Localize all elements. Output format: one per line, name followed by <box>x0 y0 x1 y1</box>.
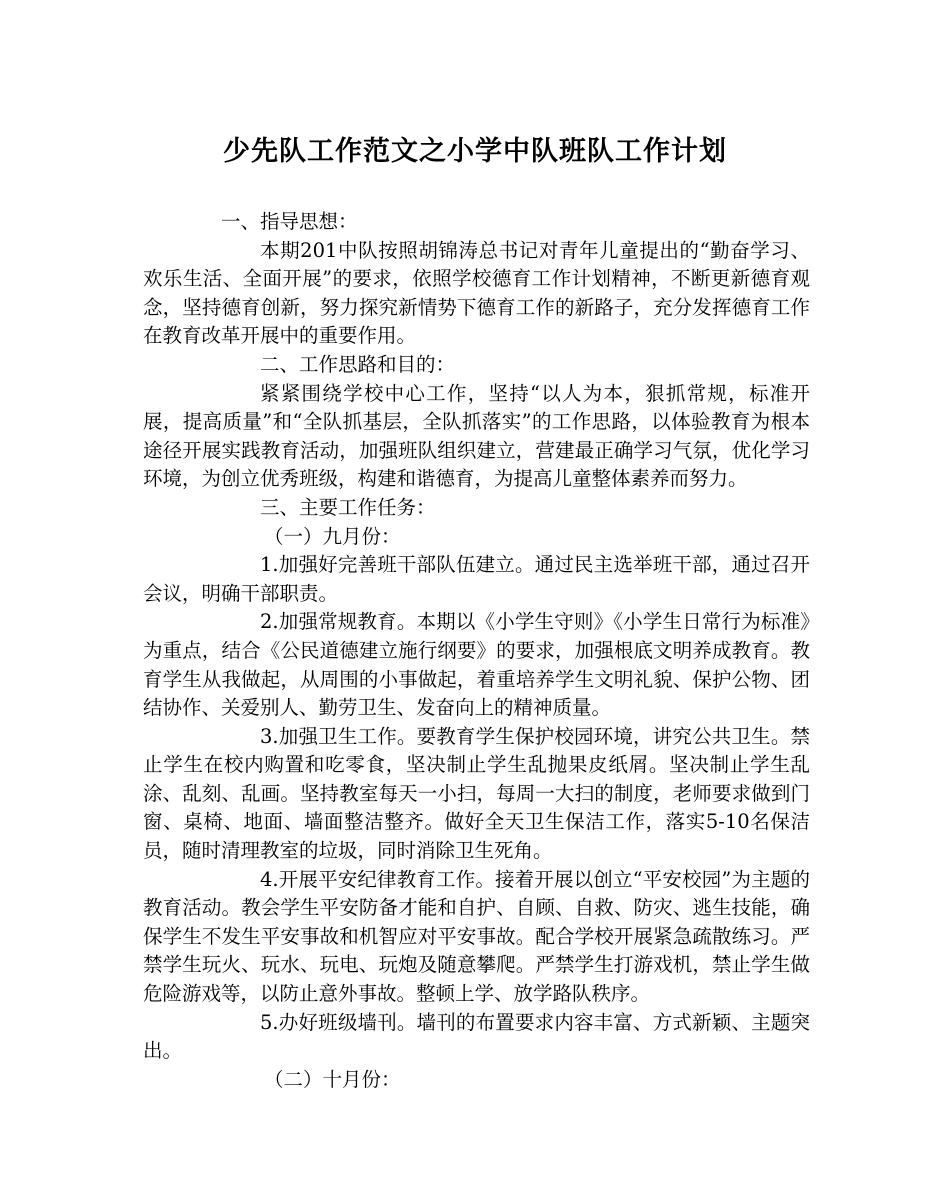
document-title: 少先队工作范文之小学中队班队工作计划 <box>223 136 727 167</box>
paragraph-task-2: 2.加强常规教育。本期以《小学生守则》《小学生日常行为标准》为重点，结合《公民道德建立施行纲要》的要求，加强根底文明养成教育。教育学生从我做起，从周围的小事做起，着重培养学生文明礼貌、保护公物、团结协作、关爱别人、勤劳卫生、发奋向上的精神质量。 <box>143 610 810 720</box>
section-heading-work-ideas: 二、工作思路和目的： <box>260 352 456 376</box>
section-heading-guiding-ideology: 一、指导思想： <box>221 210 358 233</box>
subsection-heading-october: （二）十月份： <box>264 1067 401 1091</box>
paragraph-guiding-ideology: 本期201中队按照胡锦涛总书记对青年儿童提出的“勤奋学习、欢乐生活、全面开展”的要求，依照学校德育工作计划精神，不断更新德育观念，坚持德育创新，努力探究新情势下德育工作的新路子，充分发挥德育工作在教育改革开展中的重要作用。 <box>143 238 810 348</box>
paragraph-task-1: 1.加强好完善班干部队伍建立。通过民主选举班干部，通过召开会议，明确干部职责。 <box>143 553 810 605</box>
subsection-heading-september: （一）九月份： <box>264 524 401 548</box>
paragraph-task-5: 5.办好班级墙刊。墙刊的布置要求内容丰富、方式新颖、主题突出。 <box>143 1010 810 1063</box>
paragraph-work-ideas: 紧紧围绕学校中心工作，坚持“以人为本，狠抓常规，标准开展，提高质量”和“全队抓基层，全队抓落实”的工作思路，以体验教育为根本途径开展实践教育活动，加强班队组织建立，营建最正确学习气氛，优化学习环境，为创立优秀班级，构建和谐德育，为提高儿童整体素养而努力。 <box>143 381 810 491</box>
document-body <box>143 208 810 1094</box>
section-heading-main-tasks: 三、主要工作任务： <box>260 495 436 519</box>
paragraph-task-4: 4.开展平安纪律教育工作。接着开展以创立“平安校园”为主题的教育活动。教会学生平安防备才能和自护、自顾、自救、防灾、逃生技能，确保学生不发生平安事故和机智应对平安事故。配合学校开展紧急疏散练习。严禁学生玩火、玩水、玩电、玩炮及随意攀爬。严禁学生打游戏机，禁止学生做危险游戏等，以防止意外事故。整顿上学、放学路队秩序。 <box>143 867 810 1006</box>
paragraph-task-3: 3.加强卫生工作。要教育学生保护校园环境，讲究公共卫生。禁止学生在校内购置和吃零食，坚决制止学生乱抛果皮纸屑。坚决制止学生乱涂、乱刻、乱画。坚持教室每天一小扫，每周一大扫的制度，老师要求做到门窗、桌椅、地面、墙面整洁整齐。做好全天卫生保洁工作，落实5-10名保洁员，随时清理教室的垃圾，同时消除卫生死角。 <box>143 724 810 863</box>
